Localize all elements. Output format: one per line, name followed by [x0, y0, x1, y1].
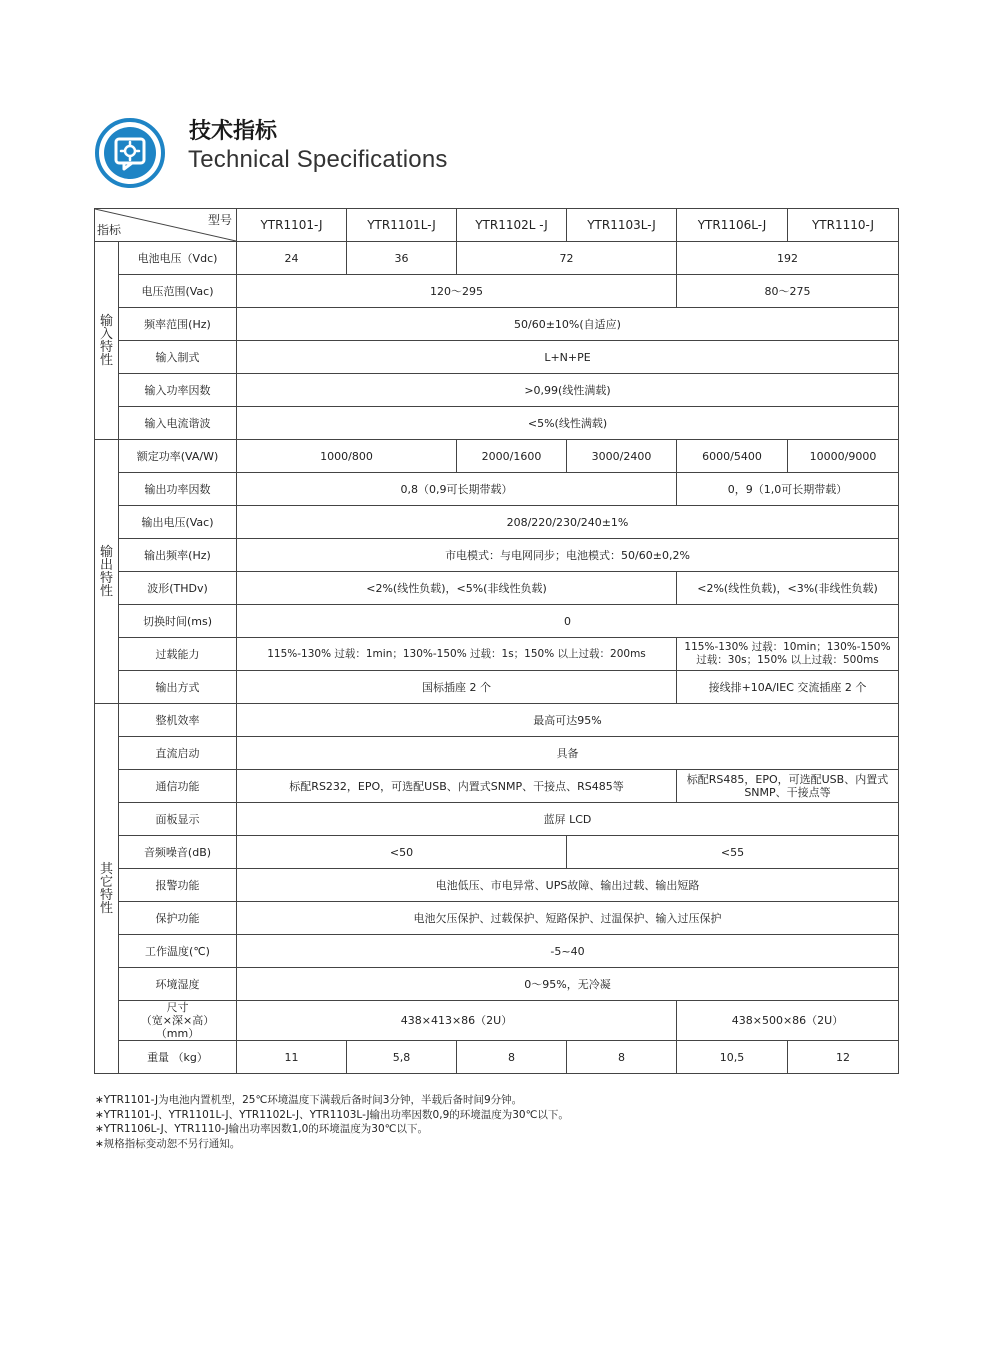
cell: 标配RS232，EPO，可选配USB、内置式SNMP、干接点、RS485等: [237, 770, 677, 803]
cell: <5%(线性满载): [237, 407, 899, 440]
title-chinese: 技术指标: [189, 119, 278, 144]
cell: <2%(线性负载)，<3%(非线性负载): [677, 572, 899, 605]
model-cell: YTR1102L -J: [457, 209, 567, 242]
model-cell: YTR1110-J: [788, 209, 899, 242]
cell: 3000/2400: [567, 440, 677, 473]
footnote: ∗YTR1101-J、YTR1101L-J、YTR1102L-J、YTR1103L-J输出功率因数0,9的环境温度为30℃以下。: [95, 1108, 569, 1121]
table-row: [95, 440, 899, 473]
model-cell: YTR1103L-J: [567, 209, 677, 242]
cell: 标配RS485，EPO，可选配USB、内置式SNMP、干接点等: [677, 770, 899, 803]
cell: 115%-130% 过载：10min；130%-150% 过载：30s；150% 以上过载：500ms: [677, 638, 899, 671]
table-row: [95, 737, 899, 770]
corner-spec-label: 指标: [97, 223, 122, 237]
cell: 11: [237, 1041, 347, 1074]
cell: 6000/5400: [677, 440, 788, 473]
cell: 2000/1600: [457, 440, 567, 473]
cell: 电池欠压保护、过载保护、短路保护、过温保护、输入过压保护: [237, 902, 899, 935]
table-row: [95, 341, 899, 374]
row-label: 音频噪音(dB): [119, 836, 237, 869]
title-english: Technical Specifications: [188, 146, 448, 173]
row-label: 额定功率(VA/W): [119, 440, 237, 473]
row-label: 输入功率因数: [119, 374, 237, 407]
cell: 438×413×86（2U）: [237, 1001, 677, 1041]
cell: 24: [237, 242, 347, 275]
row-label: 输入电流谐波: [119, 407, 237, 440]
cell: 具备: [237, 737, 899, 770]
table-row: [95, 275, 899, 308]
cell: L+N+PE: [237, 341, 899, 374]
table-row: [95, 572, 899, 605]
footnote: ∗规格指标变动恕不另行通知。: [95, 1137, 241, 1150]
cell: 8: [457, 1041, 567, 1074]
corner-model-label: 型号: [207, 213, 232, 227]
table-row: [95, 803, 899, 836]
cell: 10000/9000: [788, 440, 899, 473]
table-row: [95, 836, 899, 869]
table-row: [95, 473, 899, 506]
footnote: ∗YTR1106L-J、YTR1110-J输出功率因数1,0的环境温度为30℃以下。: [95, 1123, 428, 1135]
cell: 10,5: [677, 1041, 788, 1074]
row-label: 工作温度(℃): [119, 935, 237, 968]
cell: 12: [788, 1041, 899, 1074]
table-row: [95, 605, 899, 638]
corner-cell: [95, 209, 237, 242]
row-label: 输出功率因数: [119, 473, 237, 506]
group-other: [95, 704, 119, 1074]
row-label: 报警功能: [119, 869, 237, 902]
cell: 72: [457, 242, 677, 275]
cell: 市电模式：与电网同步；电池模式：50/60±0,2%: [237, 539, 899, 572]
cell: <2%(线性负载)，<5%(非线性负载): [237, 572, 677, 605]
row-label: 电压范围(Vac): [119, 275, 237, 308]
table-row: [95, 638, 899, 671]
table-row: [95, 374, 899, 407]
table-row: [95, 869, 899, 902]
table-row: [95, 935, 899, 968]
group-input: [95, 242, 119, 440]
table-row: [95, 902, 899, 935]
row-label: 整机效率: [119, 704, 237, 737]
cell: 国标插座 2 个: [237, 671, 677, 704]
spec-logo-icon: [94, 117, 166, 189]
cell: 0～95%，无冷凝: [237, 968, 899, 1001]
cell: 最高可达95%: [237, 704, 899, 737]
cell: 0: [237, 605, 899, 638]
cell: 115%-130% 过载：1min；130%-150% 过载：1s；150% 以上过载：200ms: [237, 638, 677, 671]
footnotes: [95, 1093, 569, 1151]
row-label: 环境湿度: [119, 968, 237, 1001]
cell: <55: [567, 836, 899, 869]
group-output: [95, 440, 119, 704]
cell: 蓝屏 LCD: [237, 803, 899, 836]
row-label: 切换时间(ms): [119, 605, 237, 638]
cell: 50/60±10%(自适应): [237, 308, 899, 341]
spec-table: [94, 208, 899, 1074]
group-label: 其 它 特 性: [99, 861, 113, 916]
table-row: [95, 407, 899, 440]
footnote: ∗YTR1101-J为电池内置机型，25℃环境温度下满载后备时间3分钟，半载后备时间9分钟。: [95, 1094, 523, 1106]
table-row: [95, 704, 899, 737]
model-header-row: [95, 209, 899, 242]
row-label: 直流启动: [119, 737, 237, 770]
row-label: 输出方式: [119, 671, 237, 704]
row-label: 电池电压（Vdc): [119, 242, 237, 275]
row-label: 重量 （kg）: [119, 1041, 237, 1074]
cell: 192: [677, 242, 899, 275]
model-cell: YTR1101-J: [237, 209, 347, 242]
table-row: [95, 308, 899, 341]
model-cell: YTR1106L-J: [677, 209, 788, 242]
table-row: [95, 539, 899, 572]
cell: <50: [237, 836, 567, 869]
table-row: [95, 968, 899, 1001]
row-label: 保护功能: [119, 902, 237, 935]
model-cell: YTR1101L-J: [347, 209, 457, 242]
cell: 5,8: [347, 1041, 457, 1074]
cell: 1000/800: [237, 440, 457, 473]
cell: 0,8（0,9可长期带载）: [237, 473, 677, 506]
row-label: 面板显示: [119, 803, 237, 836]
row-label: 通信功能: [119, 770, 237, 803]
cell: 8: [567, 1041, 677, 1074]
group-label: 输 出 特 性: [99, 544, 113, 599]
cell: 438×500×86（2U）: [677, 1001, 899, 1041]
cell: 接线排+10A/IEC 交流插座 2 个: [677, 671, 899, 704]
table-row: [95, 506, 899, 539]
table-row: [95, 242, 899, 275]
table-row: [95, 1041, 899, 1074]
row-label: 尺寸 （宽×深×高） （mm）: [119, 1001, 237, 1041]
row-label: 输出电压(Vac): [119, 506, 237, 539]
table-row: [95, 671, 899, 704]
cell: 120～295: [237, 275, 677, 308]
row-label: 输入制式: [119, 341, 237, 374]
row-label: 输出频率(Hz): [119, 539, 237, 572]
row-label: 过载能力: [119, 638, 237, 671]
row-label: 频率范围(Hz): [119, 308, 237, 341]
table-row: [95, 770, 899, 803]
cell: 208/220/230/240±1%: [237, 506, 899, 539]
cell: 0，9（1,0可长期带载）: [677, 473, 899, 506]
cell: >0,99(线性满载): [237, 374, 899, 407]
cell: 80～275: [677, 275, 899, 308]
cell: -5~40: [237, 935, 899, 968]
cell: 36: [347, 242, 457, 275]
cell: 电池低压、市电异常、UPS故障、输出过载、输出短路: [237, 869, 899, 902]
group-label: 输 入 特 性: [99, 313, 113, 368]
row-label: 波形(THDv): [119, 572, 237, 605]
table-row: [95, 1001, 899, 1041]
